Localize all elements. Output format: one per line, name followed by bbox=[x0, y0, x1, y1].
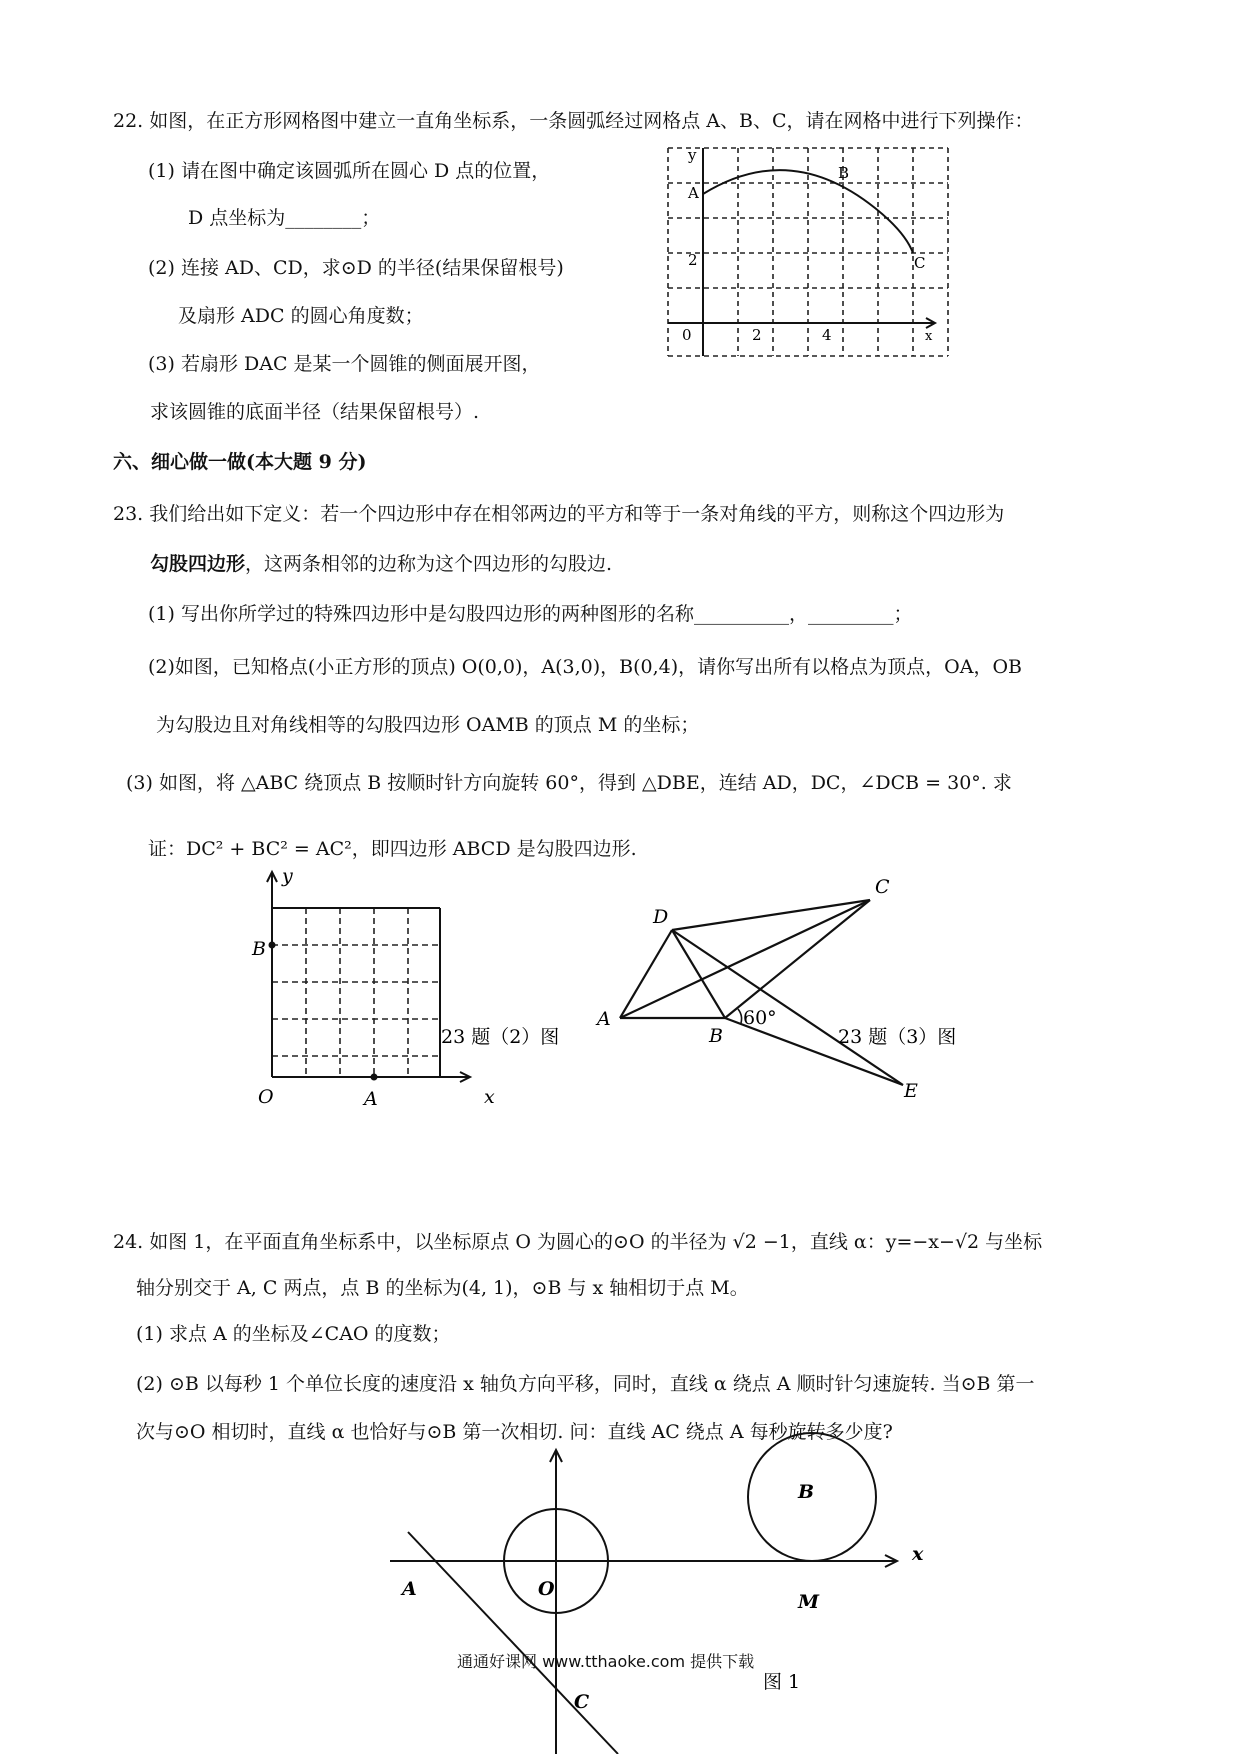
q22-point-a-label: A bbox=[688, 184, 699, 202]
q23-part3-line2: 证：DC² + BC² = AC²，即四边形 ABCD 是勾股四边形. bbox=[148, 838, 637, 860]
q23-part3-line1: (3) 如图，将 △ABC 绕顶点 B 按顺时针方向旋转 60°，得到 △DBE，连结 AD，DC，∠DCB = 30°. 求 bbox=[126, 772, 1012, 794]
q23-part2-line2: 为勾股边且对角线相等的勾股四边形 OAMB 的顶点 M 的坐标； bbox=[156, 714, 700, 736]
q23-fig2-caption: 23 题（2）图 bbox=[441, 1026, 560, 1048]
section6-title: 六、细心做一做(本大题 9 分) bbox=[113, 451, 367, 473]
q23-definition-term: 勾股四边形 bbox=[150, 553, 246, 575]
q22-part1-line2: D 点坐标为________； bbox=[188, 207, 381, 229]
q24-fig-caption: 图 1 bbox=[763, 1671, 801, 1693]
q22-part2-line2: 及扇形 ADC 的圆心角度数； bbox=[178, 305, 424, 327]
q22-part3-line1: (3) 若扇形 DAC 是某一个圆锥的侧面展开图， bbox=[148, 353, 541, 375]
q24-a-label: A bbox=[402, 1578, 417, 1600]
q24-o-label: O bbox=[538, 1578, 555, 1600]
watermark-text: 通通好课网 www.tthaoke.com 提供下载 bbox=[457, 1652, 755, 1671]
q23-fig2-x-label: x bbox=[484, 1086, 495, 1108]
q23-fig3-a-label: A bbox=[597, 1008, 611, 1030]
q23-stem-line1: 23. 我们给出如下定义：若一个四边形中存在相邻两边的平方和等于一条对角线的平方，则称这个四边形为 bbox=[113, 503, 1005, 525]
q22-origin-label: 0 bbox=[682, 326, 692, 344]
q22-tick-4x: 4 bbox=[822, 326, 832, 344]
q22-point-c-label: C bbox=[914, 254, 926, 272]
q23-fig3-e-label: E bbox=[904, 1080, 918, 1102]
q23-fig3-d-label: D bbox=[653, 906, 669, 928]
q23-fig2-y-label: y bbox=[282, 865, 293, 887]
q24-x-label: x bbox=[912, 1543, 924, 1565]
q22-part3-line2: 求该圆锥的底面半径（结果保留根号）. bbox=[150, 401, 480, 423]
q23-fig2-a-label: A bbox=[364, 1088, 378, 1110]
q22-x-label: x bbox=[925, 329, 933, 344]
q23-fig3-c-label: C bbox=[875, 876, 890, 898]
q24-c-label: C bbox=[574, 1691, 590, 1713]
q24-part1: (1) 求点 A 的坐标及∠CAO 的度数； bbox=[136, 1323, 451, 1345]
q22-tick-2x: 2 bbox=[752, 326, 762, 344]
q23-fig3-b-label: B bbox=[709, 1025, 723, 1047]
q24-part2-line1: (2) ⊙B 以每秒 1 个单位长度的速度沿 x 轴负方向平移，同时，直线 α 绕点 A 顺时针匀速旋转. 当⊙B 第一 bbox=[136, 1373, 1035, 1395]
q24-m-label: M bbox=[798, 1591, 820, 1613]
q22-tick-2y: 2 bbox=[688, 251, 698, 269]
q23-fig3-angle-label: 60° bbox=[743, 1007, 777, 1029]
q23-part2-line1: (2)如图，已知格点(小正方形的顶点) O(0,0)，A(3,0)，B(0,4)，请你写出所有以格点为顶点，OA，OB bbox=[148, 656, 1023, 678]
q24-part2-line2: 次与⊙O 相切时，直线 α 也恰好与⊙B 第一次相切. 问：直线 AC 绕点 A 每秒旋转多少度? bbox=[136, 1421, 893, 1443]
q24-stem-line2: 轴分别交于 A, C 两点，点 B 的坐标为(4, 1)，⊙B 与 x 轴相切于点 M。 bbox=[136, 1277, 749, 1299]
q22-part2-line1: (2) 连接 AD、CD，求⊙D 的半径(结果保留根号) bbox=[148, 257, 564, 279]
q23-fig3-caption: 23 题（3）图 bbox=[838, 1026, 957, 1048]
q23-part1: (1) 写出你所学过的特殊四边形中是勾股四边形的两种图形的名称__________，_________； bbox=[148, 603, 913, 625]
q22-part1-line1: (1) 请在图中确定该圆弧所在圆心 D 点的位置， bbox=[148, 160, 551, 182]
q24-b-label: B bbox=[798, 1481, 815, 1503]
q22-y-label: y bbox=[688, 146, 697, 164]
q23-fig2-b-label: B bbox=[252, 938, 266, 960]
q24-stem-line1: 24. 如图 1，在平面直角坐标系中，以坐标原点 O 为圆心的⊙O 的半径为 √2 −1，直线 α：y=−x−√2 与坐标 bbox=[113, 1231, 1043, 1253]
q23-definition-rest: ，这两条相邻的边称为这个四边形的勾股边. bbox=[245, 553, 613, 575]
q22-point-b-label: B bbox=[838, 164, 850, 182]
q22-stem: 22. 如图，在正方形网格图中建立一直角坐标系，一条圆弧经过网格点 A、B、C，请在网格中进行下列操作： bbox=[113, 110, 1034, 132]
q23-fig2-o-label: O bbox=[258, 1086, 274, 1108]
